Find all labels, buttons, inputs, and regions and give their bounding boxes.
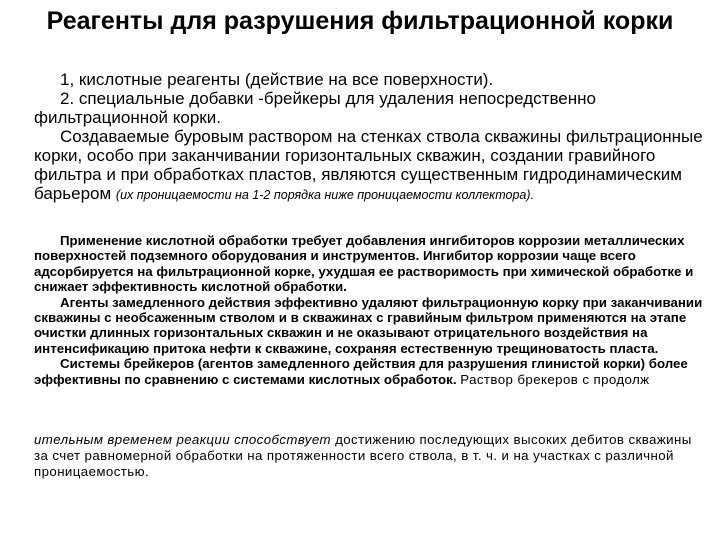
paragraph-filter-cakes bbox=[34, 127, 704, 205]
uniform-treatment-text: достижению последующих высоких дебитов скважины за счет равномерной обработки на протяженности всего ствола, в т. ч. и на участках с различной проницаемостью. bbox=[34, 432, 692, 479]
breaker-systems-text: Системы брейкеров (агентов замедленного действия для разрушения глинистой корки) более эффективны по сравнению с системами кислотных обработок. bbox=[34, 356, 688, 387]
paragraph-acid-treatment: Применение кислотной обработки требует добавления ингибиторов коррозии металлических поверхностей подземного оборудования и инструментов. Ингибитор коррозии чаще всего адсорбируется на фильтрационной корке, ухудшая ее растворимость при химической обработке и снижает эффективность кислотной обработки. bbox=[34, 233, 694, 295]
paragraph-acid-reagents: 1, кислотные реагенты (действие на все поверхности). bbox=[60, 70, 494, 89]
filter-cakes-text: Создаваемые буровым раствором на стенках ствола скважины фильтрационные корки, особо при заканчивании горизонтальных скважин, создании гравийного фильтра и при обработках пластов, являются существенным гидродинамическим барьером bbox=[34, 127, 703, 203]
paragraph-special-additives: 2. специальные добавки -брейкеры для удаления непосредственно фильтрационной корки. bbox=[34, 89, 596, 127]
breaker-solution-text: Раствор брекеров с продолж bbox=[460, 371, 650, 387]
permeability-note: (их проницаемости на 1-2 порядка ниже проницаемости коллектора). bbox=[115, 188, 534, 202]
paragraph-breaker-systems bbox=[34, 356, 706, 387]
conclusion-block bbox=[34, 432, 706, 480]
details-block bbox=[34, 233, 706, 387]
reaction-time-text: ительным временем реакции способствует bbox=[34, 432, 331, 447]
slide-title: Реагенты для разрушения фильтрационной корки bbox=[46, 7, 674, 35]
paragraph-delayed-agents: Агенты замедленного действия эффективно удаляют фильтрационную корку при заканчивании скважины с необсаженным стволом и в скважинах с гравийным фильтром применяются на этапе очистки длинных горизонтальных скважин и не оказывают отрицательного воздействия на интенсификацию притока нефти к скважине, сохраняя естественную трещиноватость пласта. bbox=[34, 294, 703, 356]
intro-block bbox=[34, 70, 704, 205]
